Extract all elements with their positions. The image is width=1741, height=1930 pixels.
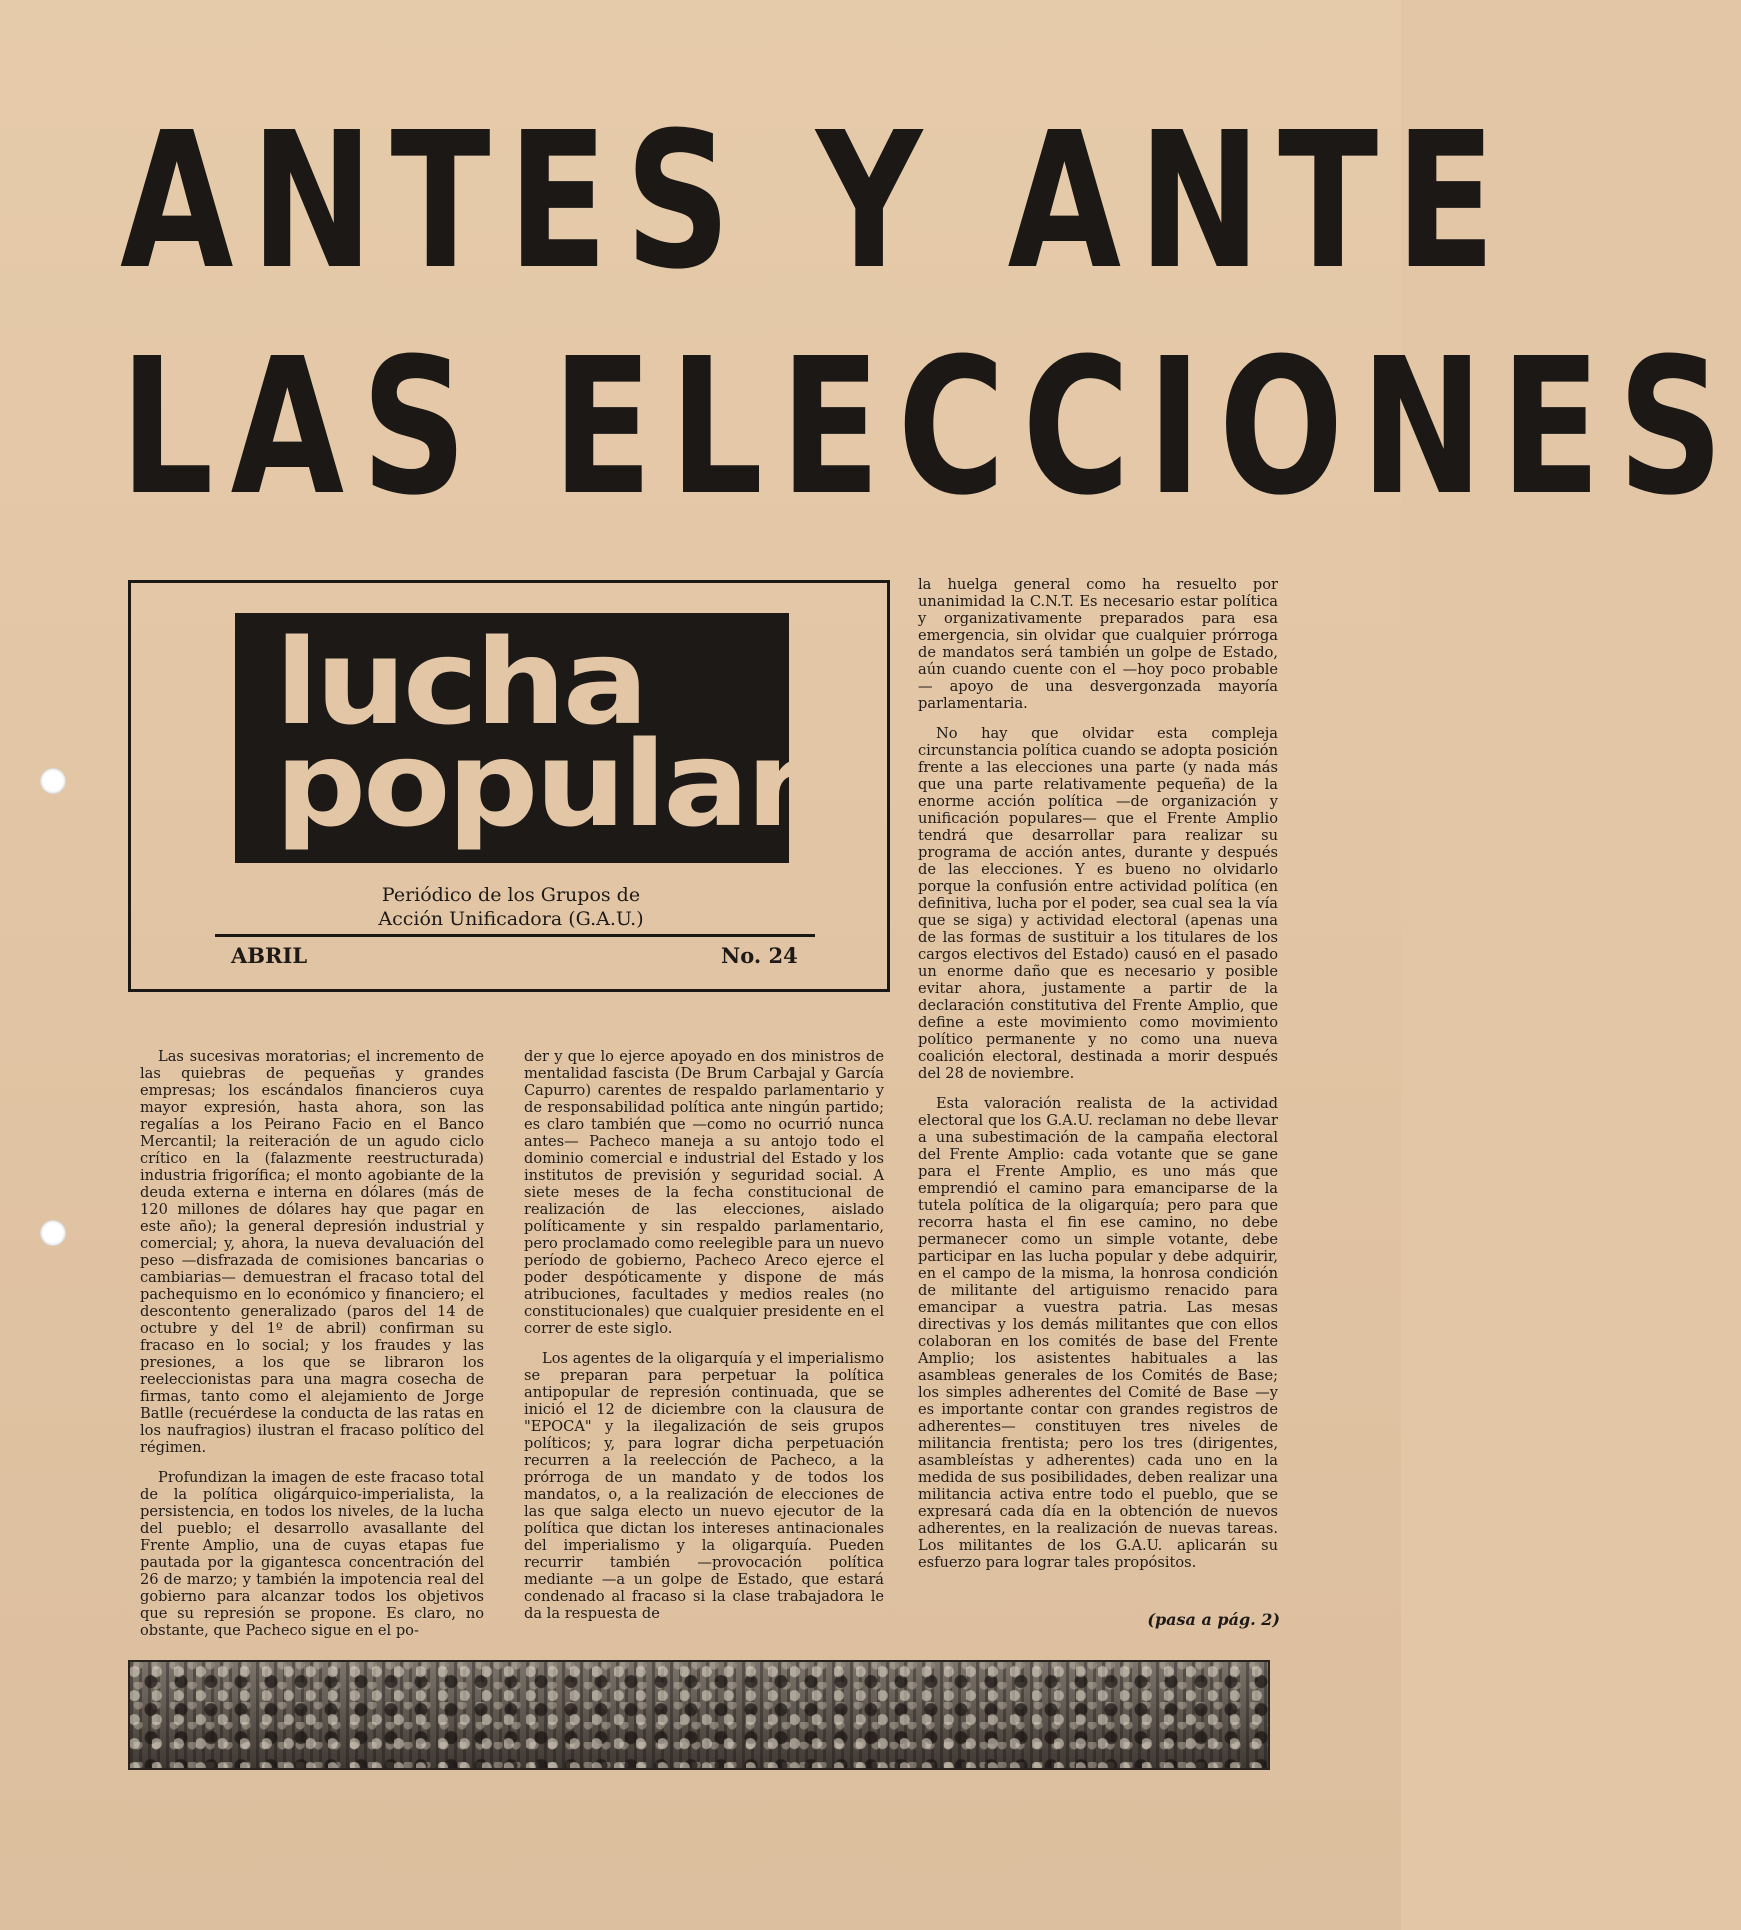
logo-word-1: lucha: [275, 613, 646, 751]
subtitle-line-1: Periódico de los Grupos de: [381, 884, 641, 906]
paragraph: der y que lo ejerce apoyado en dos ministros de mentalidad fascista (De Brum Carbajal y García Capurro) carentes de respaldo parlamentario y de responsabilidad política ante ningún partido; es claro también que —como no ocurrió nunca antes— Pacheco maneja a su antojo todo el dominio comercial e industrial del Estado y los institutos de previsión y seguridad social. A siete meses de la fecha constitucional de realización de las elecciones, aislado políticamente y sin respaldo parlamentario, pero proclamado como reelegible para un nuevo período de gobierno, Pacheco Areco ejerce el poder despóticamente y dispone de más atribuciones, facultades y medios reales (no constitucionales) que cualquier presidente en el correr de este siglo.: [524, 1048, 884, 1337]
article-column-1: [140, 1048, 484, 1652]
paragraph: Las sucesivas moratorias; el incremento de las quiebras de pequeñas y grandes empresas; los escándalos financieros cuya mayor expresión, hasta ahora, son las regalías a los Peirano Facio en el Banco Mercantil; la reiteración de un agudo ciclo crítico en la (falazmente reestructurada) industria frigorífica; el monto agobiante de la deuda externa e interna en dólares (más de 120 millones de dólares hay que pagar en este año); la general depresión industrial y comercial; y, ahora, la nueva devaluación del peso —disfrazada de comisiones bancarias o cambiarias— demuestran el fracaso total del pachequismo en lo económico y financiero; el descontento generalizado (paros del 14 de octubre y del 1º de abril) confirman su fracaso en lo social; y los fraudes y las presiones, a los que se libraron los reeleccionistas para una magra cosecha de firmas, tanto como el alejamiento de Jorge Batlle (recuérdese la conducta de las ratas en los naufragios) ilustran el fracaso político del régimen.: [140, 1048, 484, 1456]
crowd-photo: [128, 1660, 1270, 1770]
issue-month: ABRIL: [231, 943, 308, 968]
logo-word-2: popular: [275, 715, 806, 853]
paragraph: Esta valoración realista de la actividad electoral que los G.A.U. reclaman no debe llevar a una subestimación de la campaña electoral del Frente Amplio: cada votante que se gane para el Frente Amplio, es uno más que emprendió el camino para emanciparse de la tutela política de la oligarquía; pero para que recorra hasta el fin ese camino, no debe permanecer como un simple votante, debe participar en las lucha popular y debe adquirir, en el campo de la misma, la honrosa condición de militante del artiguismo renacido para emancipar a vuestra patria. Las mesas directivas y los demás militantes que con ellos colaboran en los comités de base del Frente Amplio; los asistentes habituales a las asambleas generales de los Comités de Base; los simples adherentes del Comité de Base —y es importante contar con grandes registros de adherentes— constituyen tres niveles de militancia frentista; pero los tres (dirigentes, asambleístas y adherentes) cada uno en la medida de sus posibilidades, deben realizar una militancia activa entre todo el pueblo, que se expresará cada día en la obtención de nuevos adherentes, en la realización de nuevas tareas. Los militantes de los G.A.U. aplicarán su esfuerzo para lograr tales propósitos.: [918, 1095, 1278, 1571]
paragraph: la huelga general como ha resuelto por unanimidad la C.N.T. Es necesario estar política y organizativamente preparados para esa emergencia, sin olvidar que cualquier prórroga de mandatos será también un golpe de Estado, aún cuando cuente con el —hoy poco probable— apoyo de una desvergonzada mayoría parlamentaria.: [918, 576, 1278, 712]
paragraph: No hay que olvidar esta compleja circunstancia política cuando se adopta posición frente a las elecciones una parte (y nada más que una parte relativamente pequeña) de la enorme acción política —de organización y unificación populares— que el Frente Amplio tendrá que desarrollar para realizar su programa de acción antes, durante y después de las elecciones. Y es bueno no olvidarlo porque la confusión entre actividad política (en definitiva, lucha por el poder, sea cual sea la vía que se siga) y actividad electoral (apenas una de las formas de sustituir a los titulares de los cargos electivos del Estado) causó en el pasado un enorme daño que es necesario y posible evitar ahora, justamente a partir de la declaración constitutiva del Frente Amplio, que define a este movimiento como movimiento político permanente y no como una nueva coalición electoral, destinada a morir después del 28 de noviembre.: [918, 725, 1278, 1082]
article-column-3: [918, 576, 1278, 1584]
article-column-2: [524, 1048, 884, 1635]
masthead-subtitle: [211, 883, 811, 931]
paragraph: Profundizan la imagen de este fracaso total de la política oligárquico-imperialista, la persistencia, en todos los niveles, de la lucha del pueblo; el desarrollo avasallante del Frente Amplio, una de cuyas etapas fue pautada por la gigantesca concentración del 26 de marzo; y también la impotencia real del gobierno para alcanzar todos los objetivos que su represión se propone. Es claro, no obstante, que Pacheco sigue en el po-: [140, 1469, 484, 1639]
newspaper-logo: [235, 613, 806, 863]
subtitle-line-2: Acción Unificadora (G.A.U.): [378, 908, 644, 930]
masthead-box: [128, 580, 890, 992]
continued-note: (pasa a pág. 2): [1147, 1610, 1280, 1629]
punch-hole: [40, 1220, 66, 1246]
paragraph: Los agentes de la oligarquía y el imperialismo se preparan para perpetuar la política antipopular de represión continuada, que se inició el 12 de diciembre con la clausura de "EPOCA" y la ilegalización de seis grupos políticos; y, para lograr dicha perpetuación recurren a la reelección de Pacheco, a la prórroga de un mandato y de todos los mandatos, o, a la realización de elecciones de las que salga electo un nuevo ejecutor de la política que dictan los intereses antinacionales del imperialismo y la oligarquía. Pueden recurrir también —provocación política mediante —a un golpe de Estado, que estará condenado al fracaso si la clase trabajadora le da la respuesta de: [524, 1350, 884, 1622]
headline-line-2: LAS ELECCIONES: [120, 318, 1741, 537]
masthead-rule: [215, 934, 815, 937]
punch-hole: [40, 768, 66, 794]
issue-number: No. 24: [721, 943, 798, 968]
headline-line-1: ANTES Y ANTE: [120, 92, 1513, 311]
